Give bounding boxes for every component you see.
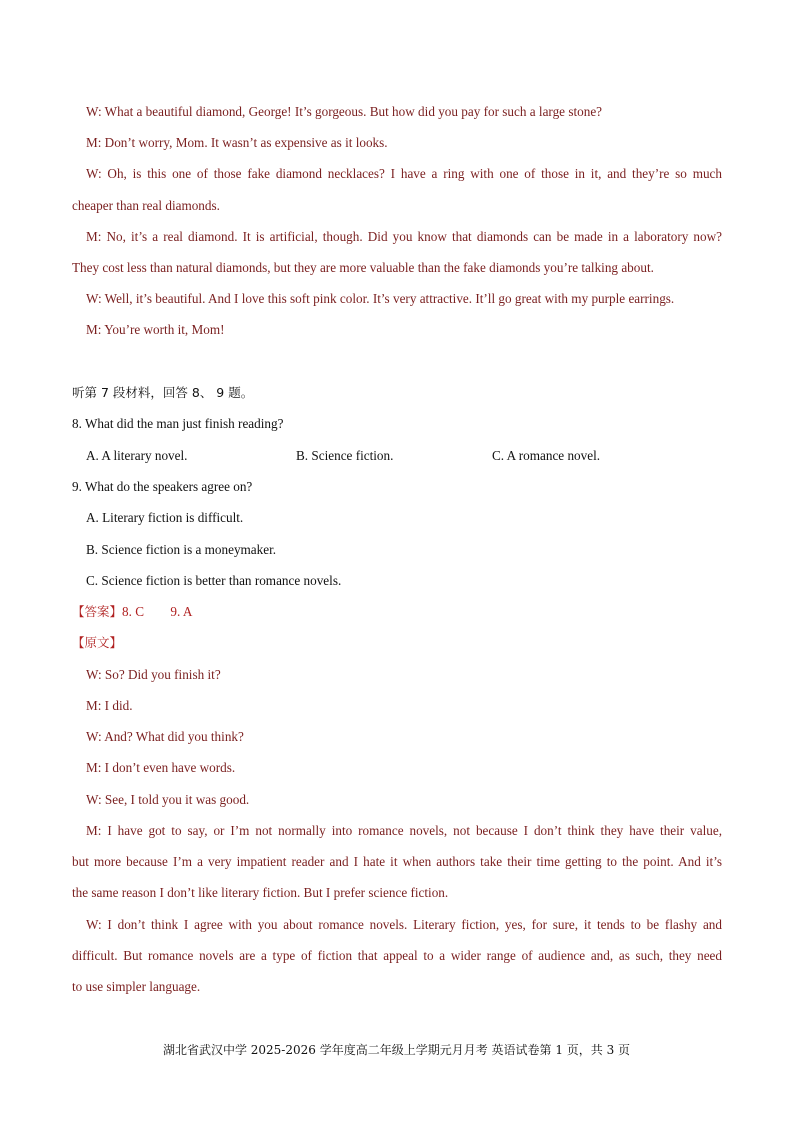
dialogue-line: the same reason I don’t like literary fiction. But I prefer science fiction.: [72, 885, 449, 900]
dialogue-line: W: I don’t think I agree with you about romance novels. Literary fiction, yes, for sure, it tends to be flashy and: [86, 917, 722, 932]
dialogue-line: W: Well, it’s beautiful. And I love this soft pink color. It’s very attractive. It’ll go great with my purple earrings.: [86, 291, 675, 306]
question-8-stem: 8. What did the man just finish reading?: [72, 416, 284, 431]
answer-value: 8. C 9. A: [122, 604, 193, 619]
question-8-option-b: B. Science fiction.: [296, 448, 394, 463]
dialogue-line: W: And? What did you think?: [86, 729, 244, 744]
dialogue-line: W: So? Did you finish it?: [86, 667, 221, 682]
dialogue-line: They cost less than natural diamonds, but they are more valuable than the fake diamonds you’re talking about.: [72, 260, 654, 275]
dialogue-line: M: You’re worth it, Mom!: [86, 322, 225, 337]
dialogue-line: but more because I’m a very impatient reader and I hate it when authors take their time getting to the point. And it’s: [72, 854, 722, 869]
dialogue-line: M: I have got to say, or I’m not normally into romance novels, not because I don’t think they have their value,: [86, 823, 722, 838]
dialogue-line: W: See, I told you it was good.: [86, 792, 250, 807]
section-heading: 听第 7 段材料，回答 8、 9 题。: [72, 385, 254, 400]
dialogue-line: M: I did.: [86, 698, 133, 713]
question-8-option-c: C. A romance novel.: [492, 448, 601, 463]
transcript-tag: 【原文】: [72, 635, 123, 650]
dialogue-line: M: I don’t even have words.: [86, 760, 236, 775]
dialogue-line: W: Oh, is this one of those fake diamond necklaces? I have a ring with one of those in it, and they’re so much: [86, 166, 722, 181]
dialogue-line: M: No, it’s a real diamond. It is artificial, though. Did you know that diamonds can be made in a laboratory now?: [86, 229, 722, 244]
question-9-stem: 9. What do the speakers agree on?: [72, 479, 253, 494]
answer-tag: 【答案】: [72, 604, 123, 619]
dialogue-line: M: Don’t worry, Mom. It wasn’t as expensive as it looks.: [86, 135, 388, 150]
question-8-option-a: A. A literary novel.: [86, 448, 188, 463]
question-9-option-b: B. Science fiction is a moneymaker.: [86, 542, 277, 557]
answer-line: [72, 603, 722, 621]
dialogue-line: cheaper than real diamonds.: [72, 198, 220, 213]
page-footer: 湖北省武汉中学 2025-2026 学年度高二年级上学期元月月考 英语试卷第 1 页，共 3 页: [162, 1043, 631, 1057]
dialogue-line: W: What a beautiful diamond, George! It’s gorgeous. But how did you pay for such a large stone?: [86, 104, 603, 119]
question-9-option-c: C. Science fiction is better than romance novels.: [86, 573, 342, 588]
question-9-option-a: A. Literary fiction is difficult.: [86, 510, 244, 525]
dialogue-line: to use simpler language.: [72, 979, 201, 994]
dialogue-line: difficult. But romance novels are a type of fiction that appeal to a wider range of audience and, as such, they need: [72, 948, 722, 963]
